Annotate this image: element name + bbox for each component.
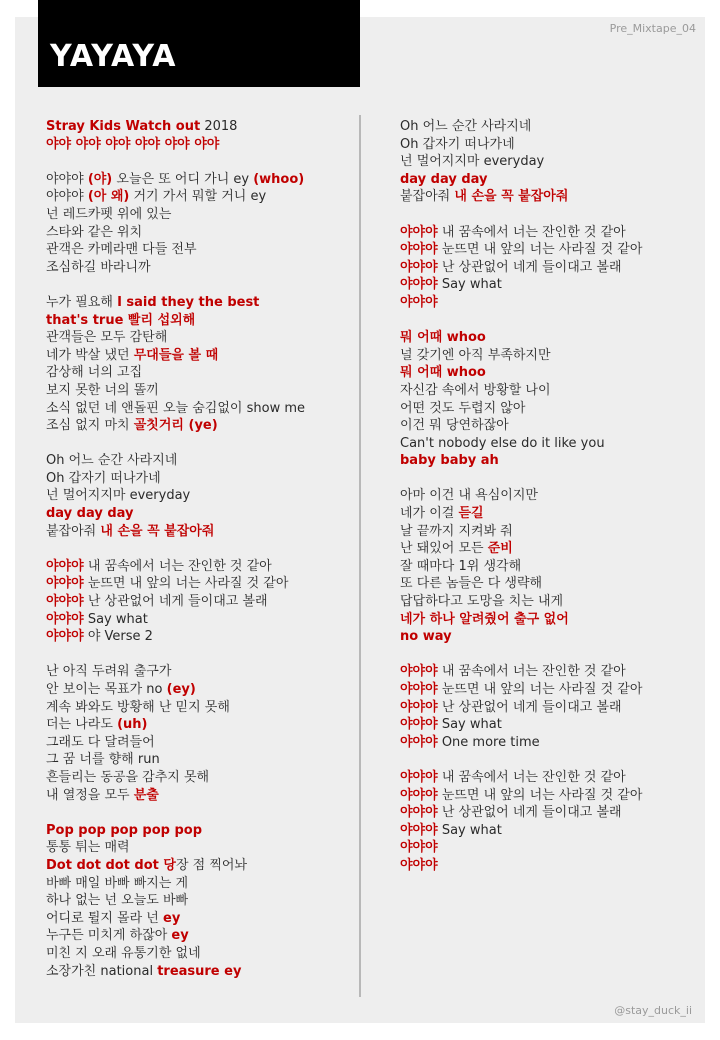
lyrics-column-left [46, 118, 351, 980]
lyric-line [46, 241, 351, 259]
lyric-line [46, 558, 351, 576]
lyric-highlight: 야야야 [46, 629, 84, 645]
lyric-text: Say what [437, 717, 502, 733]
lyric-line [46, 963, 351, 981]
lyric-highlight: Pop pop pop pop pop [46, 822, 203, 838]
lyric-line [46, 382, 351, 400]
lyric-text: 어떤 것도 두렵지 않아 [400, 400, 526, 416]
lyric-text: 스타와 같은 위치 [46, 224, 143, 240]
lyric-line [46, 575, 351, 593]
lyric-text: 야야야 [46, 189, 88, 205]
lyric-line [46, 118, 351, 136]
lyric-highlight: 야야야 [400, 769, 438, 785]
lyric-highlight: 야야야 [400, 682, 438, 697]
lyric-line [46, 347, 351, 365]
lyric-highlight: (ey) [166, 682, 196, 697]
lyric-line [400, 734, 700, 752]
lyric-line [46, 734, 351, 752]
lyric-line [400, 382, 700, 400]
lyric-text: 난 상관없어 네게 들이대고 볼래 [437, 805, 622, 821]
lyric-highlight: (아 왜) [87, 189, 130, 205]
lyric-text: 넌 멀어지지마 everyday [400, 154, 545, 170]
lyric-text: Can't nobody else do it like you [400, 435, 605, 451]
lyric-highlight: ey [171, 928, 189, 944]
lyric-line [46, 452, 351, 470]
lyric-highlight: ey [163, 910, 181, 926]
lyric-highlight: 듣길 [458, 506, 484, 522]
lyric-highlight: 내 손을 꼭 붙잡아줘 [454, 189, 569, 205]
lyric-text: 내 꿈속에서 너는 잔인한 것 같아 [437, 769, 626, 785]
lyric-highlight: 야야야 [400, 822, 438, 838]
stanza-break [400, 470, 700, 488]
lyric-line [400, 153, 700, 171]
lyric-line [46, 681, 351, 699]
lyric-line [46, 593, 351, 611]
lyric-text: 오늘은 또 어디 가니 ey [112, 171, 254, 187]
lyric-text: 누구든 미치게 하잖아 [46, 928, 172, 944]
lyric-line [400, 400, 700, 418]
lyric-text: Say what [437, 822, 502, 838]
lyric-line [400, 505, 700, 523]
lyric-line [46, 751, 351, 769]
lyric-line [400, 118, 700, 136]
lyric-highlight: 야야야 [400, 805, 438, 821]
lyric-line [400, 241, 700, 259]
stanza-break [46, 153, 351, 171]
lyric-text: 감상해 너의 고집 [46, 365, 143, 381]
lyric-line [400, 188, 700, 206]
lyric-highlight: 골칫거리 (ye) [133, 418, 218, 434]
lyric-text: 장 점 찍어놔 [175, 857, 248, 873]
lyric-highlight: 야야야 [400, 224, 438, 240]
lyric-highlight: 야야야 [400, 787, 438, 803]
lyric-highlight: 야야야 [400, 840, 438, 856]
lyric-text: 눈뜨면 내 앞의 너는 사라질 것 같아 [437, 682, 643, 697]
lyric-highlight: (whoo) [253, 171, 305, 187]
lyric-highlight: 야야야 [400, 717, 438, 733]
lyric-line [400, 452, 700, 470]
lyric-line [400, 839, 700, 857]
lyric-line [400, 716, 700, 734]
lyric-line [400, 857, 700, 875]
lyric-highlight: (uh) [117, 717, 148, 733]
lyric-text: 네가 이걸 [400, 506, 459, 522]
lyric-line [400, 575, 700, 593]
lyric-line [400, 663, 700, 681]
column-divider [359, 115, 361, 997]
lyric-text: 하나 없는 넌 오늘도 바빠 [46, 893, 189, 909]
lyric-line [46, 400, 351, 418]
lyric-text: 아마 이건 내 욕심이지만 [400, 488, 538, 504]
stanza-break [46, 540, 351, 558]
lyric-line [46, 892, 351, 910]
lyric-line [400, 681, 700, 699]
lyric-line [400, 417, 700, 435]
lyric-text: 거기 가서 뭐할 거니 ey [129, 189, 267, 205]
lyric-line [400, 787, 700, 805]
lyric-text: 이건 뭐 당연하잖아 [400, 418, 509, 434]
lyric-line [400, 347, 700, 365]
lyric-text: 안 보이는 목표가 no [46, 682, 167, 697]
lyric-text: 누가 필요해 [46, 294, 118, 310]
lyric-highlight: 야야야 [46, 558, 84, 574]
lyric-line [46, 224, 351, 242]
lyric-highlight: Stray Kids Watch out [46, 119, 201, 134]
lyric-text: 내 꿈속에서 너는 잔인한 것 같아 [437, 224, 626, 240]
lyric-text: 넌 멀어지지마 everyday [46, 488, 191, 504]
lyric-text: 흔들리는 동공을 감추지 못해 [46, 769, 210, 785]
lyric-line [46, 329, 351, 347]
lyric-line [46, 699, 351, 717]
lyric-text: Say what [437, 277, 502, 293]
lyric-line [46, 136, 351, 154]
lyric-line [46, 188, 351, 206]
lyric-line [46, 769, 351, 787]
lyric-text: 네가 박살 냈던 [46, 347, 134, 363]
lyric-line [46, 171, 351, 189]
lyric-highlight: day day day [46, 506, 134, 522]
mixtape-label: Pre_Mixtape_04 [609, 22, 696, 35]
lyric-highlight: 야야야 [400, 734, 438, 750]
stanza-break [400, 751, 700, 769]
lyric-text: 붙잡아줘 [46, 523, 101, 539]
lyric-text: 관객은 카메라맨 다들 전부 [46, 242, 197, 258]
lyric-text: 내 꿈속에서 너는 잔인한 것 같아 [83, 558, 272, 574]
lyric-line [46, 312, 351, 330]
lyric-line [400, 435, 700, 453]
lyric-line [46, 822, 351, 840]
lyric-line [400, 136, 700, 154]
lyric-text: 통통 튀는 매력 [46, 840, 130, 856]
lyric-text: 답답하다고 도망을 치는 내게 [400, 594, 564, 610]
lyric-line [400, 259, 700, 277]
lyric-text: 난 아직 두려워 출구가 [46, 664, 172, 680]
lyric-text: One more time [437, 734, 540, 750]
lyric-highlight: Dot dot dot dot 당 [46, 857, 176, 873]
lyric-text: 널 갖기엔 아직 부족하지만 [400, 347, 551, 363]
lyric-highlight: 뭐 어때 whoo [400, 365, 486, 381]
lyric-line [46, 487, 351, 505]
stanza-break [46, 435, 351, 453]
lyric-line [46, 945, 351, 963]
lyric-text: 날 끝까지 지켜봐 줘 [400, 523, 513, 539]
lyric-text: 미친 지 오래 유통기한 없네 [46, 945, 201, 961]
lyric-line [400, 628, 700, 646]
lyric-highlight: I said they the best [117, 294, 260, 310]
lyrics-column-right [400, 118, 700, 875]
credit-label: @stay_duck_ii [614, 1004, 692, 1017]
lyric-line [46, 839, 351, 857]
lyric-highlight: 야야야 [46, 594, 84, 610]
lyric-highlight: day day day [400, 171, 488, 187]
lyric-text: 어디로 튈지 몰라 넌 [46, 910, 163, 926]
lyric-highlight: 야야 야야 야야 야야 야야 야야 [46, 136, 220, 152]
lyric-line [46, 417, 351, 435]
lyric-text: 보지 못한 너의 똘끼 [46, 382, 159, 398]
lyric-line [46, 259, 351, 277]
stanza-break [46, 646, 351, 664]
lyric-text: 또 다른 놈들은 다 생략해 [400, 576, 543, 592]
lyric-highlight: (야) [87, 171, 113, 187]
lyric-line [46, 787, 351, 805]
stanza-break [400, 312, 700, 330]
lyric-line [46, 505, 351, 523]
lyric-text: 눈뜨면 내 앞의 너는 사라질 것 같아 [437, 242, 643, 258]
page-title: YAYAYA [50, 39, 177, 74]
lyric-line [46, 206, 351, 224]
lyric-line [46, 716, 351, 734]
lyric-text: 조심하길 바라니까 [46, 259, 151, 275]
lyric-highlight: 야야야 [400, 294, 438, 310]
lyric-text: 2018 [200, 119, 238, 134]
lyric-line [400, 558, 700, 576]
lyric-highlight: treasure ey [157, 963, 242, 979]
lyric-line [46, 910, 351, 928]
lyric-text: Say what [83, 611, 148, 627]
stanza-break [46, 804, 351, 822]
lyric-text: Oh 어느 순간 사라지네 [400, 119, 532, 134]
lyric-text: 눈뜨면 내 앞의 너는 사라질 것 같아 [83, 576, 289, 592]
lyric-text: 야야야 [46, 171, 88, 187]
lyric-highlight: baby baby ah [400, 453, 499, 469]
lyric-highlight: 야야야 [400, 664, 438, 680]
lyric-line [400, 523, 700, 541]
lyric-text: 붙잡아줘 [400, 189, 455, 205]
lyric-text: Oh 갑자기 떠나가네 [400, 136, 515, 152]
lyric-line [46, 523, 351, 541]
lyric-highlight: 네가 하나 알려줬어 출구 없어 [400, 611, 569, 627]
lyric-highlight: 분출 [133, 787, 159, 803]
lyric-text: 자신감 속에서 방황할 나이 [400, 382, 551, 398]
lyric-line [46, 364, 351, 382]
lyric-line [400, 769, 700, 787]
lyric-text: 그래도 다 달려들어 [46, 734, 155, 750]
lyric-text: 그 꿈 너를 향해 run [46, 752, 160, 768]
lyric-line [400, 611, 700, 629]
lyric-text: 내 꿈속에서 너는 잔인한 것 같아 [437, 664, 626, 680]
lyric-highlight: 야야야 [46, 576, 84, 592]
lyric-highlight: 무대들을 볼 때 [133, 347, 219, 363]
lyric-text: 잘 때마다 1위 생각해 [400, 558, 522, 574]
lyric-line [400, 804, 700, 822]
stanza-break [400, 646, 700, 664]
lyric-highlight: no way [400, 629, 452, 645]
lyric-text: 난 상관없어 네게 들이대고 볼래 [83, 594, 268, 610]
lyric-line [400, 540, 700, 558]
lyric-text: 더는 나라도 [46, 717, 118, 733]
lyric-line [400, 294, 700, 312]
lyric-highlight: that's true 빨리 섭외해 [46, 312, 196, 328]
lyric-line [46, 875, 351, 893]
lyric-highlight: 야야야 [400, 857, 438, 873]
lyric-text: 넌 레드카펫 위에 있는 [46, 206, 172, 222]
lyric-line [46, 470, 351, 488]
lyric-line [46, 611, 351, 629]
stanza-break [46, 276, 351, 294]
lyric-text: Oh 갑자기 떠나가네 [46, 470, 161, 486]
lyric-text: 난 상관없어 네게 들이대고 볼래 [437, 259, 622, 275]
lyric-text: 계속 봐와도 방황해 난 믿지 못해 [46, 699, 230, 715]
lyric-text: 야 Verse 2 [83, 629, 153, 645]
lyric-line [46, 663, 351, 681]
lyric-highlight: 뭐 어때 whoo [400, 330, 486, 346]
lyric-line [400, 593, 700, 611]
lyric-line [400, 487, 700, 505]
lyric-highlight: 준비 [487, 541, 513, 557]
lyric-highlight: 야야야 [400, 277, 438, 293]
lyric-text: 난 돼있어 모든 [400, 541, 488, 557]
lyric-text: 관객들은 모두 감탄해 [46, 330, 168, 346]
lyric-line [400, 329, 700, 347]
lyric-text: 조심 없지 마치 [46, 418, 134, 434]
stanza-break [400, 206, 700, 224]
lyric-text: 소장가친 national [46, 963, 158, 979]
lyric-line [400, 699, 700, 717]
lyric-highlight: 내 손을 꼭 붙잡아줘 [100, 523, 215, 539]
lyric-line [400, 171, 700, 189]
lyric-text: 내 열정을 모두 [46, 787, 134, 803]
lyric-line [400, 224, 700, 242]
lyric-text: Oh 어느 순간 사라지네 [46, 453, 178, 469]
lyric-line [400, 276, 700, 294]
lyric-highlight: 야야야 [400, 242, 438, 258]
title-banner [38, 0, 360, 87]
lyric-highlight: 야야야 [400, 699, 438, 715]
lyric-text: 소식 없던 네 앤돌핀 오늘 숨김없이 show me [46, 400, 305, 416]
lyric-highlight: 야야야 [400, 259, 438, 275]
lyric-line [46, 927, 351, 945]
lyric-text: 바빠 매일 바빠 빠지는 게 [46, 875, 189, 891]
lyric-line [400, 364, 700, 382]
lyric-line [46, 294, 351, 312]
lyric-text: 난 상관없어 네게 들이대고 볼래 [437, 699, 622, 715]
lyric-line [46, 628, 351, 646]
lyric-line [46, 857, 351, 875]
lyric-text: 눈뜨면 내 앞의 너는 사라질 것 같아 [437, 787, 643, 803]
lyric-line [400, 822, 700, 840]
lyric-highlight: 야야야 [46, 611, 84, 627]
